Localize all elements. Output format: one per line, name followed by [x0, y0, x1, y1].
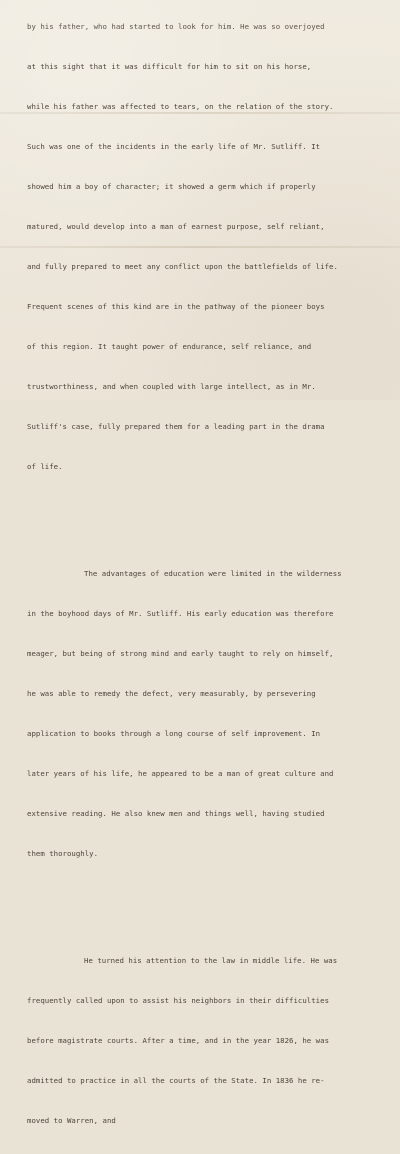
text-line: Frequent scenes of this kind are in the pathway of the pioneer boys	[27, 301, 325, 311]
text-line: frequently called upon to assist his neighbors in their difficulties	[27, 995, 330, 1005]
text-line: Such was one of the incidents in the early life of Mr. Sutliff. It	[27, 141, 321, 151]
text-line: matured, would develop into a man of earnest purpose, self reliant,	[27, 221, 325, 231]
text-line: showed him a boy of character; it showed a germ which if properly	[27, 181, 316, 191]
text-line: later years of his life, he appeared to be a man of great culture and	[27, 768, 334, 778]
text-line: moved to Warren, and	[27, 1115, 116, 1125]
text-line: application to books through a long course of self improvement. In	[27, 728, 321, 738]
text-line: at this sight that it was difficult for him to sit on his horse,	[27, 61, 312, 71]
text-line: before magistrate courts. After a time, and in the year 1826, he was	[27, 1035, 330, 1045]
text-line: Sutliff's case, fully prepared them for a leading part in the drama	[27, 422, 325, 431]
text-line: in the boyhood days of Mr. Sutliff. His early education was therefore	[27, 608, 334, 618]
text-line: He turned his attention to the law in middle life. He was	[84, 955, 338, 965]
paragraph-gap	[0, 900, 400, 913]
text-line: of this region. It taught power of endurance, self reliance, and	[27, 341, 312, 351]
text-line: and fully prepared to meet any conflict upon the battlefields of life.	[27, 261, 338, 271]
text-line: while his father was affected to tears, on the relation of the story.	[27, 101, 334, 111]
text-line: extensive reading. He also knew men and things well, having studied	[27, 808, 325, 818]
text-line: meager, but being of strong mind and early taught to rely on himself,	[27, 648, 334, 658]
text-line: admitted to practice in all the courts of the State. In 1836 he re-	[27, 1075, 325, 1085]
text-line: of life.	[27, 462, 63, 472]
paragraph-gap	[0, 513, 400, 526]
text-line: trustworthiness, and when coupled with large intellect, as in Mr.	[27, 381, 316, 391]
text-line: by his father, who had started to look for him. He was so overjoyed	[27, 21, 325, 31]
text-line: he was able to remedy the defect, very measurably, by persevering	[27, 688, 316, 698]
text-line: them thoroughly.	[27, 849, 99, 858]
text-line: The advantages of education were limited in the wilderness	[84, 568, 342, 578]
